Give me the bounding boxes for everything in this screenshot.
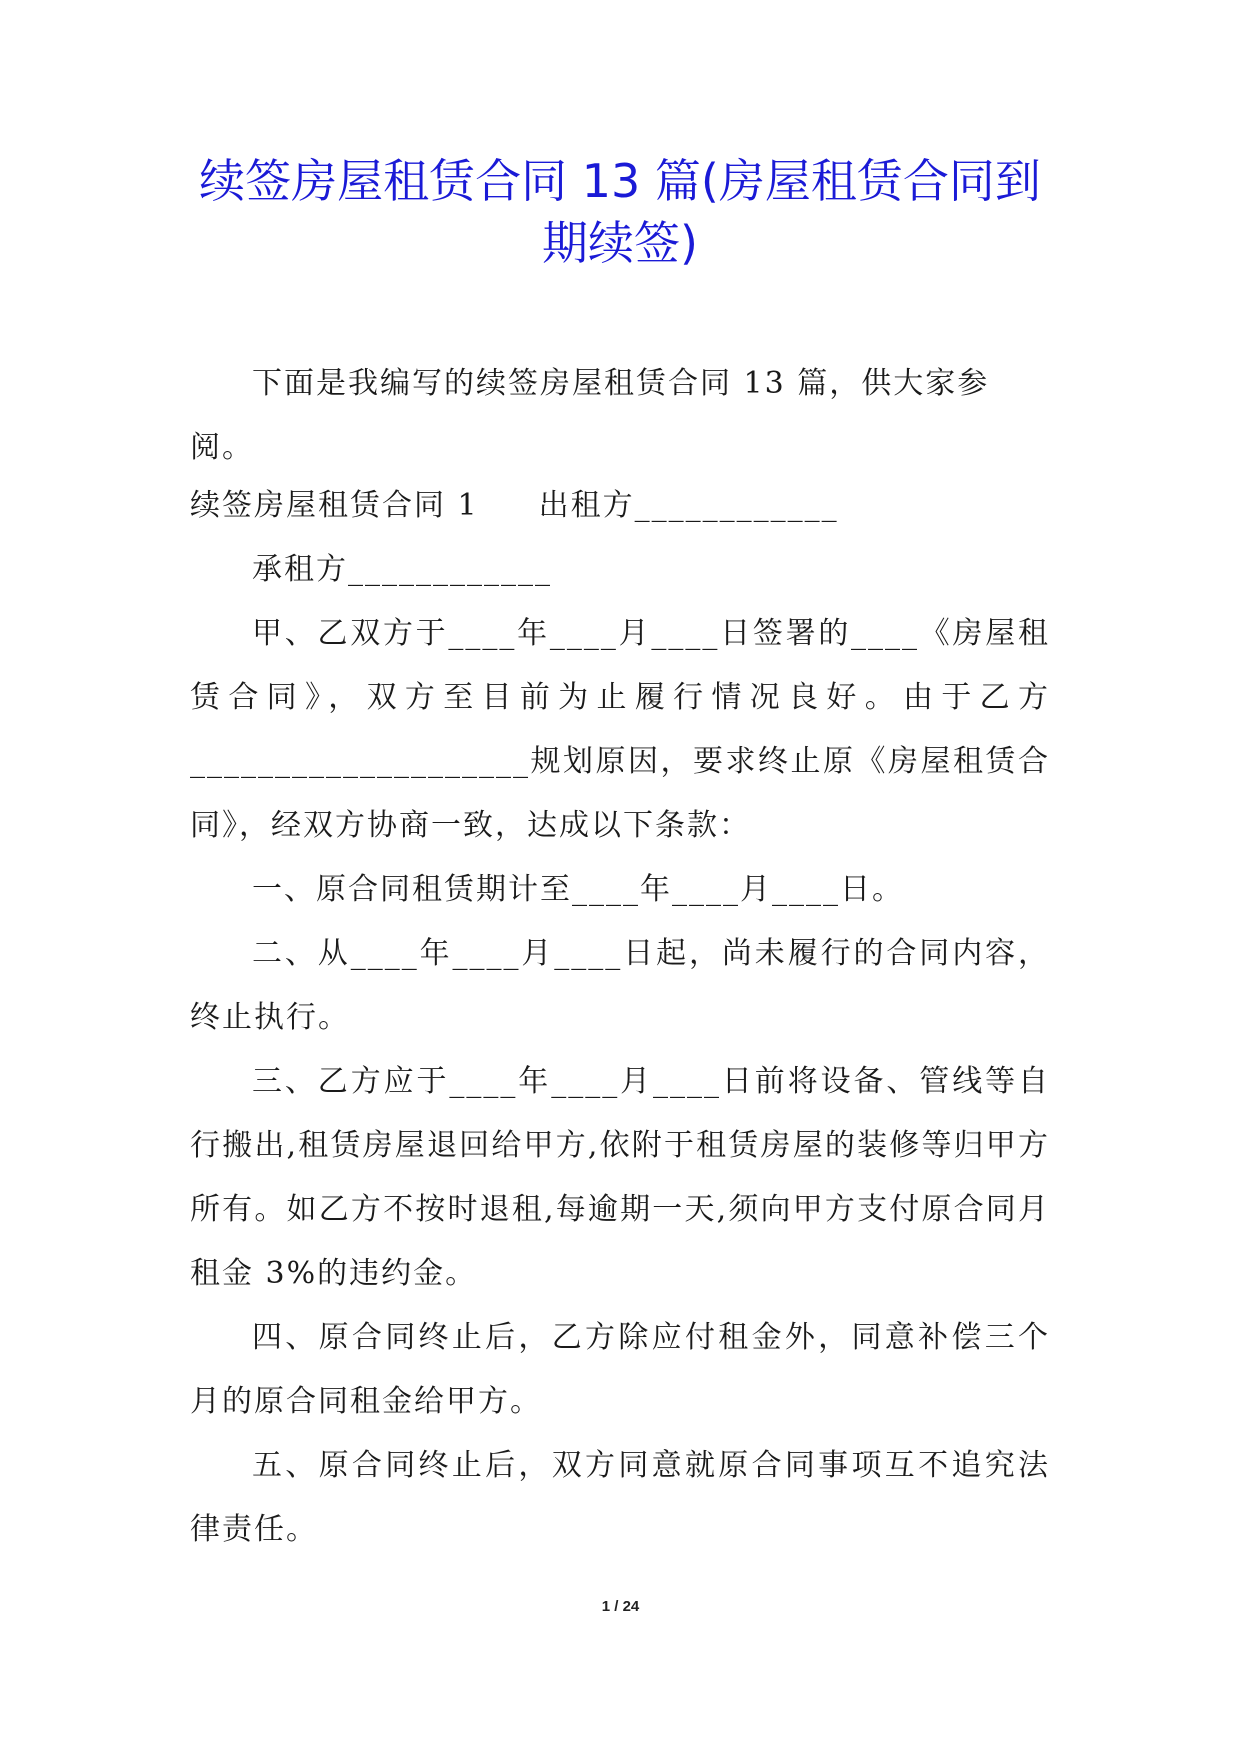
lessee-line: 承租方____________ xyxy=(252,552,552,587)
intro-paragraph: 下面是我编写的续签房屋租赁合同 13 篇，供大家参阅。 xyxy=(190,366,990,465)
section-1-heading: 续签房屋租赁合同 1 xyxy=(190,488,479,523)
clause-1: 一、原合同租赁期计至____年____月____日。 xyxy=(252,872,904,907)
section-heading-line xyxy=(190,474,1050,538)
title-line-1: 续签房屋租赁合同 13 篇(房屋租赁合同到 xyxy=(199,154,1041,208)
clause-5: 五、原合同终止后，双方同意就原合同事项互不追究法律责任。 xyxy=(190,1448,1050,1547)
title-line-2: 期续签) xyxy=(542,216,698,270)
agreement-paragraph: 甲、乙双方于____年____月____日签署的____《房屋租赁合同》，双方至目前为止履行情况良好。由于乙方____________________规划原因，要求终止原《房屋租赁合同》，经双方协商一致，达成以下条款： xyxy=(190,616,1050,843)
document-title xyxy=(170,150,1070,274)
page-indicator: 1 / 24 xyxy=(601,1598,640,1615)
clause-4: 四、原合同终止后，乙方除应付租金外，同意补偿三个月的原合同租金给甲方。 xyxy=(190,1320,1050,1419)
clause-3: 三、乙方应于____年____月____日前将设备、管线等自行搬出,租赁房屋退回给甲方,依附于租赁房屋的装修等归甲方所有。如乙方不按时退租,每逾期一天,须向甲方支付原合同月租金 3%的违约金。 xyxy=(190,1064,1050,1291)
clause-2: 二、从____年____月____日起，尚未履行的合同内容，终止执行。 xyxy=(190,936,1050,1035)
lessor-line: 出租方____________ xyxy=(538,488,839,523)
